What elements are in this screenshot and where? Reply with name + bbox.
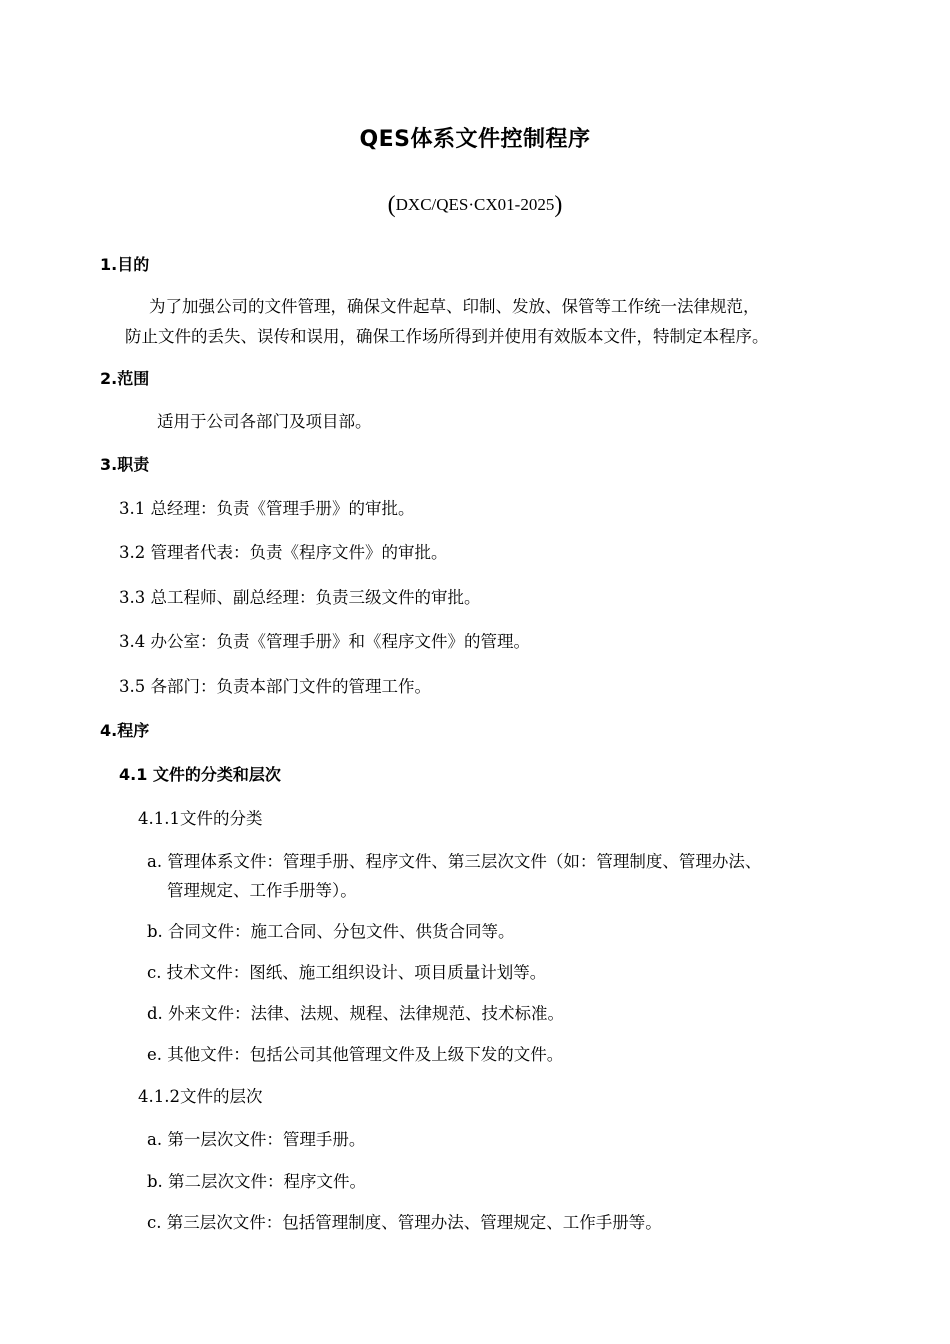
doc-number-text: DXC/QES·CX01-2025 xyxy=(395,195,555,214)
doc-number-open-paren: ( xyxy=(387,192,396,218)
duty-item: 3.3 总工程师、副总经理：负责三级文件的审批。 xyxy=(119,588,481,607)
classification-item-b: b. 合同文件：施工合同、分包文件、供货合同等。 xyxy=(147,922,515,941)
section-heading-duties: 3.职责 xyxy=(100,455,150,474)
subsection-heading-classification-and-levels: 4.1 文件的分类和层次 xyxy=(119,765,281,784)
duty-item: 3.1 总经理：负责《管理手册》的审批。 xyxy=(119,499,415,518)
levels-heading: 4.1.2文件的层次 xyxy=(138,1087,263,1106)
document-title: QES体系文件控制程序 xyxy=(359,127,591,152)
levels-item-a: a. 第一层次文件：管理手册。 xyxy=(147,1130,366,1149)
section-heading-procedure: 4.程序 xyxy=(100,721,150,740)
section-heading-scope: 2.范围 xyxy=(100,369,150,388)
classification-item-e: e. 其他文件：包括公司其他管理文件及上级下发的文件。 xyxy=(147,1045,564,1064)
purpose-paragraph-line-2: 防止文件的丢失、误传和误用，确保工作场所得到并使用有效版本文件，特制定本程序。 xyxy=(125,327,769,346)
document-number xyxy=(0,190,950,220)
classification-heading: 4.1.1文件的分类 xyxy=(138,809,263,828)
levels-item-c: c. 第三层次文件：包括管理制度、管理办法、管理规定、工作手册等。 xyxy=(147,1213,662,1232)
doc-number-close-paren: ) xyxy=(554,192,563,218)
duty-item: 3.4 办公室：负责《管理手册》和《程序文件》的管理。 xyxy=(119,632,530,651)
classification-item-a-line-2: 管理规定、工作手册等）。 xyxy=(167,881,357,900)
classification-item-d: d. 外来文件：法律、法规、规程、法律规范、技术标准。 xyxy=(147,1004,565,1023)
purpose-paragraph-line-1: 为了加强公司的文件管理，确保文件起草、印制、发放、保管等工作统一法律规范， xyxy=(149,297,760,316)
duty-item: 3.2 管理者代表：负责《程序文件》的审批。 xyxy=(119,543,448,562)
levels-item-b: b. 第二层次文件：程序文件。 xyxy=(147,1172,367,1191)
duty-item: 3.5 各部门：负责本部门文件的管理工作。 xyxy=(119,677,431,696)
classification-item-c: c. 技术文件：图纸、施工组织设计、项目质量计划等。 xyxy=(147,963,547,982)
scope-text: 适用于公司各部门及项目部。 xyxy=(157,412,372,431)
section-heading-purpose: 1.目的 xyxy=(100,255,150,274)
classification-item-a-line-1: a. 管理体系文件：管理手册、程序文件、第三层次文件（如：管理制度、管理办法、 xyxy=(147,852,762,871)
